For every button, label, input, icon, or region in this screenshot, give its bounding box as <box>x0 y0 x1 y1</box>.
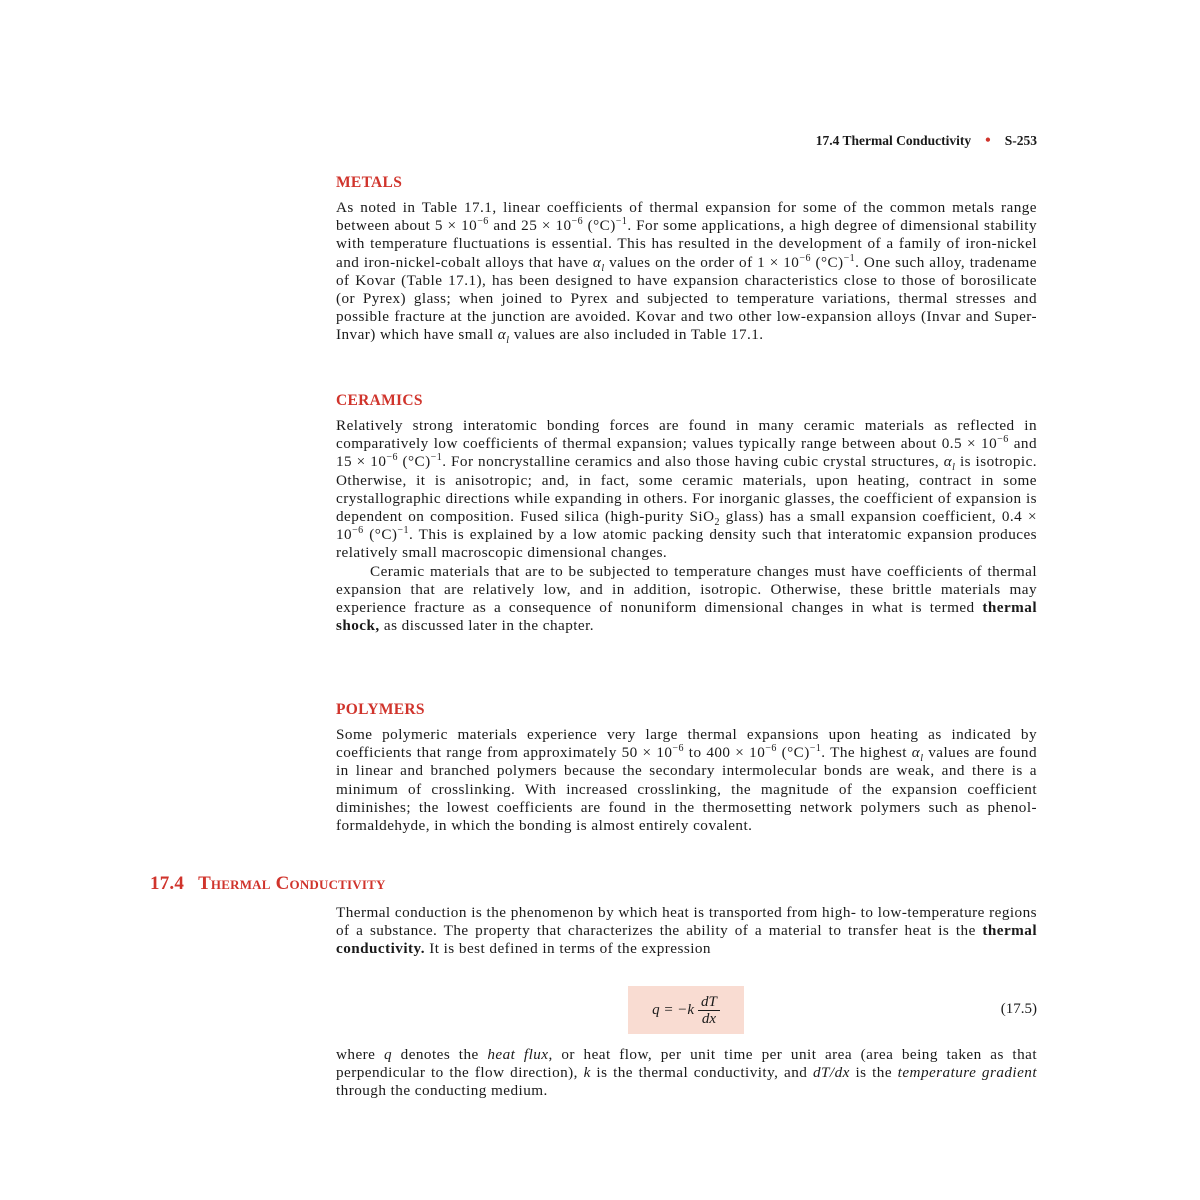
equation-number: (17.5) <box>1000 1001 1037 1017</box>
running-header <box>700 132 1037 150</box>
section-number: 17.4 <box>150 873 185 894</box>
header-section-title: 17.4 Thermal Conductivity <box>815 133 972 148</box>
equation-17-5 <box>628 986 744 1034</box>
section-heading <box>150 873 386 895</box>
metals-heading: METALS <box>336 174 403 191</box>
polymers-section <box>336 701 1037 835</box>
metals-section <box>336 174 1037 345</box>
equation-fraction <box>698 994 720 1027</box>
ceramics-section <box>336 392 1037 635</box>
ceramics-heading: CERAMICS <box>336 392 423 409</box>
conductivity-definitions <box>336 1046 1037 1101</box>
equation-denominator: dx <box>701 1010 717 1027</box>
ceramics-paragraph-2: Ceramic materials that are to be subjected to temperature changes must have coefficients of thermal expansion that are relatively low, and in addition, isotropic. Otherwise, these brittle materials may experience fracture as a consequence of nonuniform dimensional changes in what is termed thermal shock, as discussed later in the chapter. <box>336 562 1037 635</box>
conductivity-paragraph-1: Thermal conduction is the phenomenon by which heat is transported from high- to low-temperature regions of a substance. The property that characterizes the ability of a material to transfer heat is the thermal conductivity. It is best defined in terms of the expression <box>336 904 1037 958</box>
thermal-conductivity-intro <box>336 904 1037 959</box>
page-number: S-253 <box>1004 133 1037 148</box>
polymers-paragraph: Some polymeric materials experience very large thermal expansions upon heating as indicated by coefficients that range from approximately $50 \times 10^{-6}$ to $400 \times 10^{-6}$ $(^\circ C)^{-1}$. The highest $\alpha_l$ values are found in linear and branched polymers because the secondary intermolecular bonds are weak, and there is a minimum of crosslinking. With increased crosslinking, the magnitude of the expansion coefficient diminishes; the lowest coefficients are found in the thermosetting network polymers such as phenol-formaldehyde, in which the bonding is almost entirely covalent. <box>336 726 1037 835</box>
polymers-heading: POLYMERS <box>336 701 425 718</box>
ceramics-paragraph-1: Relatively strong interatomic bonding forces are found in many ceramic materials as reflected in comparatively low coefficients of thermal expansion; values typically range between about $0.5 \times 10^{-6}$ and $15 \times 10^{-6}$ $(^\circ C)^{-1}$. For noncrystalline ceramics and also those having cubic crystal structures, $\alpha_l$ is isotropic. Otherwise, it is anisotropic; and, in fact, some ceramic materials, upon heating, contract in some crystallographic directions while expanding in others. For inorganic glasses, the coefficient of expansion is dependent on composition. Fused silica (high-purity SiO$_2$ glass) has a small expansion coefficient, $0.4 \times 10^{-6}$ $(^\circ C)^{-1}$. This is explained by a low atomic packing density such that interatomic expansion produces relatively small macroscopic dimensional changes. <box>336 417 1038 562</box>
equation-numerator: dT <box>698 994 720 1011</box>
conductivity-paragraph-2: where q denotes the heat flux, or heat flow, per unit time per unit area (area being taken as that perpendicular to the flow direction), k is the thermal conductivity, and dT/dx is the temperature gradient through the conducting medium. <box>336 1046 1037 1100</box>
equation-lhs: q = −k <box>652 1001 695 1018</box>
section-title-text: Thermal Conductivity <box>198 873 386 894</box>
header-bullet: • <box>985 132 991 149</box>
metals-paragraph: As noted in Table 17.1, linear coefficients of thermal expansion for some of the common metals range between about $5 \times 10^{-6}$ and $25 \times 10^{-6}$ $(^\circ C)^{-1}$. For some applications, a high degree of dimensional stability with temperature fluctuations is essential. This has resulted in the development of a family of iron-nickel and iron-nickel-cobalt alloys that have $\alpha_l$ values on the order of $1 \times 10^{-6}$ $(^\circ C)^{-1}$. One such alloy, tradename of Kovar (Table 17.1), has been designed to have expansion characteristics close to those of borosilicate (or Pyrex) glass; when joined to Pyrex and subjected to temperature variations, thermal stresses and possible fracture at the junction are avoided. Kovar and two other low-expansion alloys (Invar and Super-Invar) which have small $\alpha_l$ values are also included in Table 17.1. <box>336 199 1037 347</box>
